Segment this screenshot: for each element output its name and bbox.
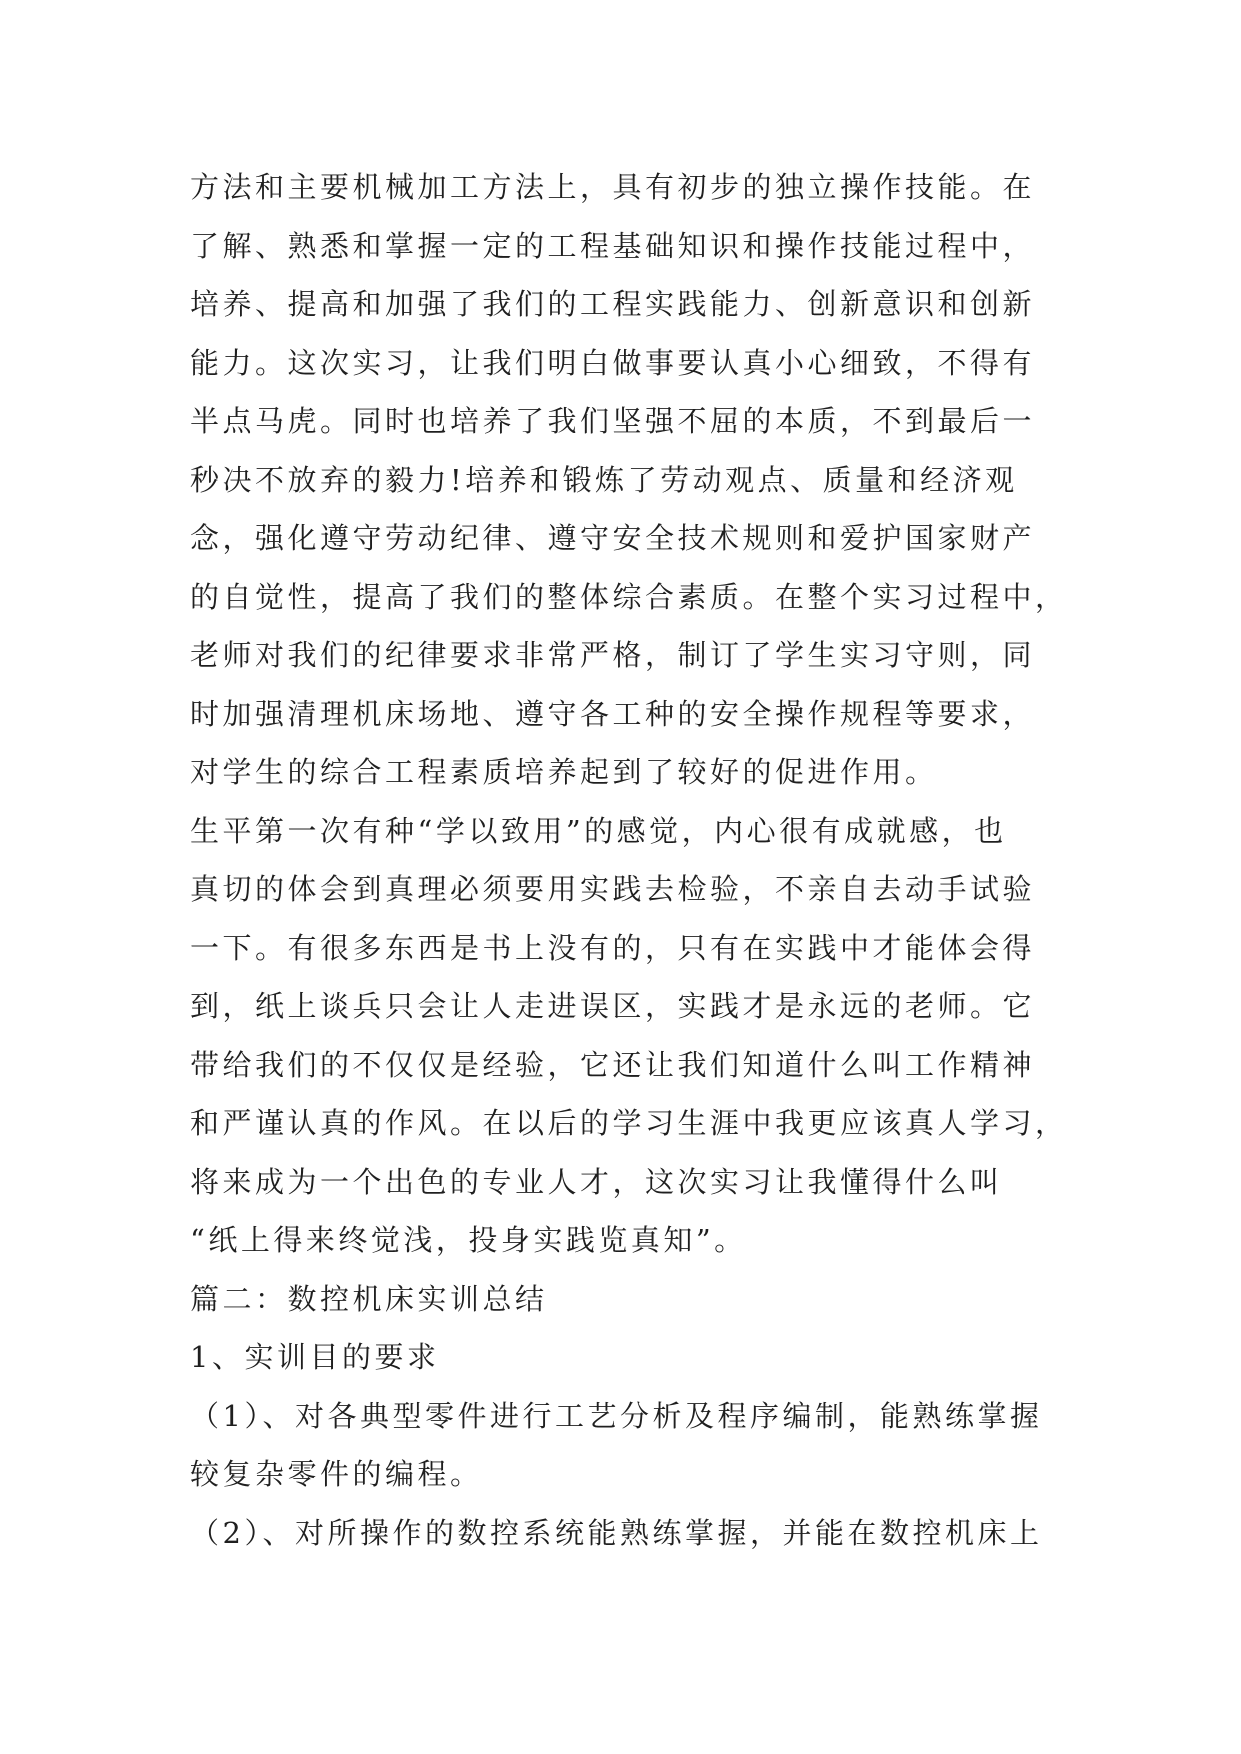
text-line: 将来成为一个出色的专业人才，这次实习让我懂得什么叫: [190, 1164, 1003, 1199]
subsection-heading: 1、实训目的要求: [190, 1340, 440, 1374]
text-line: 真切的体会到真理必须要用实践去检验，不亲自去动手试验: [190, 872, 1036, 906]
text-line: 能力。这次实习，让我们明白做事要认真小心细致，不得有: [190, 345, 1036, 380]
text-line: 秒决不放弃的毅力!培养和锻炼了劳动观点、质量和经济观: [190, 462, 1018, 497]
section-heading: 篇二：数控机床实训总结: [190, 1281, 548, 1316]
text-line: 生平第一次有种“学以致用”的感觉，内心很有成就感，也: [190, 813, 1007, 848]
text-line: 培养、提高和加强了我们的工程实践能力、创新意识和创新: [190, 287, 1036, 321]
text-line: 老师对我们的纪律要求非常严格，制订了学生实习守则，同: [190, 638, 1036, 672]
text-line: “纸上得来终觉浅，投身实践览真知”。: [190, 1223, 747, 1257]
text-line: 半点马虎。同时也培养了我们坚强不屈的本质，不到最后一: [190, 404, 1036, 438]
text-line: 一下。有很多东西是书上没有的，只有在实践中才能体会得: [190, 930, 1036, 965]
text-line: 带给我们的不仅仅是经验，它还让我们知道什么叫工作精神: [190, 1047, 1036, 1082]
text-line: 和严谨认真的作风。在以后的学习生涯中我更应该真人学习，: [190, 1106, 1068, 1140]
list-item: 较复杂零件的编程。: [190, 1457, 483, 1491]
document-body: [190, 158, 1070, 1562]
list-item: （2）、对所操作的数控系统能熟练掌握，并能在数控机床上: [190, 1515, 1043, 1550]
text-line: 念，强化遵守劳动纪律、遵守安全技术规则和爱护国家财产: [190, 521, 1036, 555]
text-line: 时加强清理机床场地、遵守各工种的安全操作规程等要求，: [190, 696, 1036, 731]
text-line: 的自觉性，提高了我们的整体综合素质。在整个实习过程中，: [190, 579, 1068, 614]
list-item: （1）、对各典型零件进行工艺分析及程序编制，能熟练掌握: [190, 1398, 1043, 1433]
text-line: 方法和主要机械加工方法上，具有初步的独立操作技能。在: [190, 170, 1036, 204]
text-line: 到，纸上谈兵只会让人走进误区，实践才是永远的老师。它: [190, 989, 1036, 1023]
text-line: 对学生的综合工程素质培养起到了较好的促进作用。: [190, 755, 938, 789]
text-line: 了解、熟悉和掌握一定的工程基础知识和操作技能过程中，: [190, 228, 1036, 263]
